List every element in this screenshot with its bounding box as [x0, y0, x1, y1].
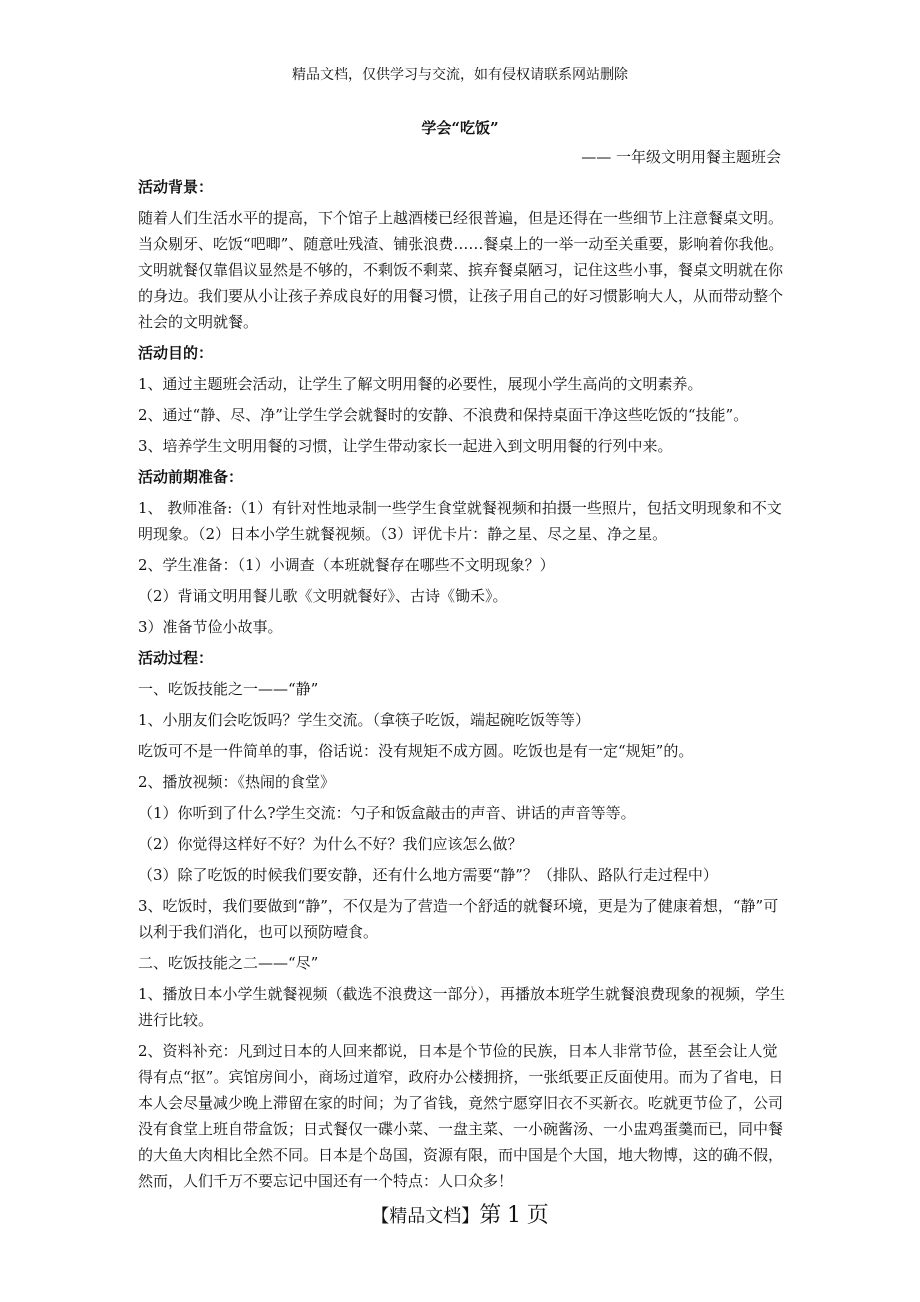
document-body [138, 174, 786, 1199]
page-prefix: 第 [479, 1203, 502, 1228]
paragraph: 1、播放日本小学生就餐视频（截选不浪费这一部分），再播放本班学生就餐浪费现象的视频，学生进行比较。 [138, 985, 786, 1029]
paragraph: 吃饭可不是一件简单的事，俗话说：没有规矩不成方圆。吃饭也是有一定“规矩”的。 [138, 742, 694, 760]
paragraph: 3）准备节俭小故事。 [138, 618, 283, 636]
paragraph: 2、通过“静、尽、净”让学生学会就餐时的安静、不浪费和保持桌面干净这些吃饭的“技能”。 [138, 406, 749, 424]
header-note: 精品文档，仅供学习与交流，如有侵权请联系网站删除 [292, 67, 628, 83]
paragraph: （2）你觉得这样好不好？为什么不好？我们应该怎么做？ [138, 835, 523, 853]
section-heading: 活动目的： [138, 344, 214, 362]
document-title: 学会“吃饭” [421, 119, 499, 137]
paragraph: 2、播放视频：《热闹的食堂》 [138, 773, 336, 791]
page-suffix: 页 [526, 1203, 549, 1228]
document-subtitle: —— 一年级文明用餐主题班会 [581, 148, 781, 166]
footer-label: 【精品文档】 [371, 1206, 480, 1227]
paragraph: 3、培养学生文明用餐的习惯，让学生带动家长一起进入到文明用餐的行列中来。 [138, 437, 673, 455]
paragraph: 2、资料补充：凡到过日本的人回来都说，日本是个节俭的民族，日本人非常节俭，甚至会让人觉得有点“抠”。宾馆房间小，商场过道窄，政府办公楼拥挤，一张纸要正反面使用。而为了省电，日本人会尽量减少晚上滞留在家的时间；为了省钱，竟然宁愿穿旧衣不买新衣。吃就更节俭了，公司没有食堂上班自带盒饭；日式餐仅一碟小菜、一盘主菜、一小碗酱汤、一小盅鸡蛋羹而已，同中餐的大鱼大肉相比全然不同。日本是个岛国，资源有限，而中国是个大国，地大物博，这的确不假，然而，人们千万不要忘记中国还有一个特点：人口众多！ [138, 1042, 784, 1190]
section-heading: 活动背景： [138, 178, 214, 196]
paragraph: 随着人们生活水平的提高，下个馆子上越酒楼已经很普遍，但是还得在一些细节上注意餐桌文明。当众剔牙、吃饭“吧唧”、随意吐残渣、铺张浪费……餐桌上的一举一动至关重要，影响着你我他。文明就餐仅靠倡议显然是不够的，不剩饭不剩菜、摈弃餐桌陋习，记住这些小事，餐桌文明就在你的身边。我们要从小让孩子养成良好的用餐习惯，让孩子用自己的好习惯影响大人，从而带动整个社会的文明就餐。 [138, 209, 784, 331]
paragraph: 1、小朋友们会吃饭吗？学生交流。（拿筷子吃饭，端起碗吃饭等等） [138, 711, 591, 729]
paragraph: 1、 教师准备:（1）有针对性地录制一些学生食堂就餐视频和拍摄一些照片，包括文明现象和不文明现象。（2）日本小学生就餐视频。（3）评优卡片：静之星、尽之星、净之星。 [138, 499, 782, 543]
section-heading: 活动过程： [138, 649, 214, 667]
paragraph: （1）你听到了什么?学生交流：勺子和饭盒敲击的声音、讲话的声音等等。 [138, 804, 636, 822]
section-heading: 活动前期准备： [138, 468, 244, 486]
page-footer [0, 1198, 920, 1229]
paragraph: 一、吃饭技能之一——“静” [138, 680, 319, 698]
paragraph: 1、通过主题班会活动，让学生了解文明用餐的必要性，展现小学生高尚的文明素养。 [138, 375, 703, 393]
paragraph: （2）背诵文明用餐儿歌《文明就餐好》、古诗《锄禾》。 [138, 587, 508, 605]
paragraph: 2、学生准备：（1）小调查（本班就餐存在哪些不文明现象？） [138, 556, 555, 574]
page-number: 1 [507, 1203, 521, 1228]
paragraph: （3）除了吃饭的时候我们要安静，还有什么地方需要“静”？（排队、路队行走过程中） [138, 866, 718, 884]
paragraph: 二、吃饭技能之二——“尽” [138, 954, 319, 972]
paragraph: 3、吃饭时，我们要做到“静”，不仅是为了营造一个舒适的就餐环境，更是为了健康着想，“静”可以利于我们消化，也可以预防噎食。 [138, 897, 779, 941]
